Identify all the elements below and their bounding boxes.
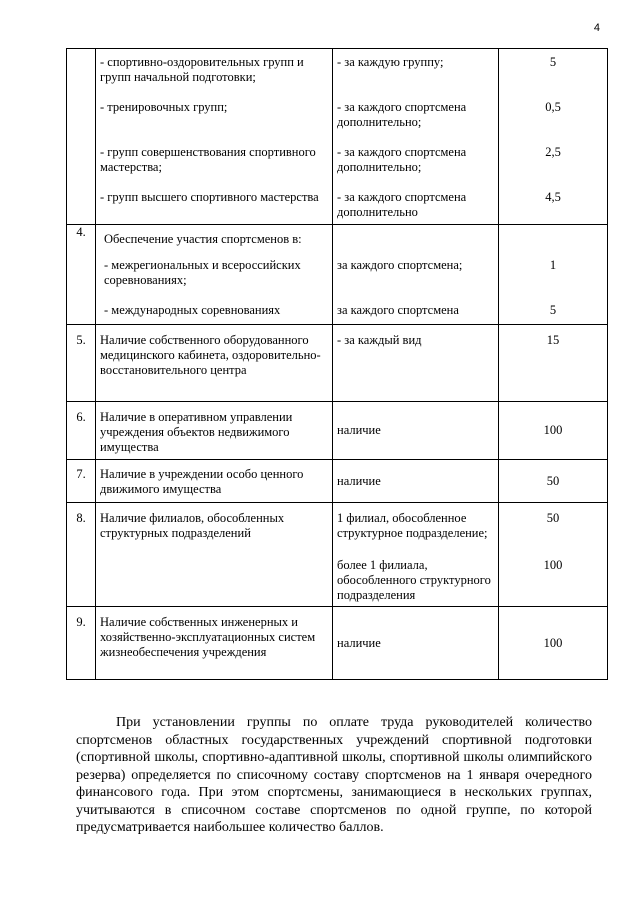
criterion-text: Наличие собственных инженерных и хозяйственно-эксплуатационных систем жизнеобеспечения учреждения [96, 607, 333, 680]
criterion-unit: за каждого спортсмена; [337, 258, 463, 272]
criterion-score: 1 [549, 258, 557, 272]
row-number: 8. [67, 503, 96, 607]
criterion-unit: - за каждую группу; [337, 55, 444, 69]
criterion-score: 50 [499, 460, 608, 503]
criterion-text: Наличие в оперативном управлении учреждения объектов недвижимого имущества [96, 402, 333, 460]
table-row-6 [67, 402, 608, 460]
criterion-score: 100 [543, 558, 563, 572]
criterion-text: - групп высшего спортивного мастерства [100, 190, 319, 204]
criterion-text: Наличие филиалов, обособленных структурных подразделений [96, 503, 333, 607]
criteria-table [66, 48, 608, 680]
table-row-4 [67, 225, 608, 325]
criterion-score: 2,5 [545, 145, 561, 159]
table-row-9 [67, 607, 608, 680]
table-row-8 [67, 503, 608, 607]
row-number: 7. [67, 460, 96, 503]
row-number [67, 49, 96, 225]
criterion-unit: - за каждого спортсмена дополнительно; [337, 100, 467, 129]
criterion-score: 15 [499, 325, 608, 402]
criterion-score: 4,5 [545, 190, 561, 204]
criterion-unit: наличие [333, 460, 499, 503]
criterion-unit: 1 филиал, обособленное структурное подразделение; [337, 511, 488, 540]
criterion-text: Наличие в учреждении особо ценного движимого имущества [96, 460, 333, 503]
row-number: 5. [67, 325, 96, 402]
criterion-unit: наличие [333, 402, 499, 460]
criterion-text: - спортивно-оздоровительных групп и групп начальной подготовки; [100, 55, 304, 84]
criterion-text: - групп совершенствования спортивного мастерства; [100, 145, 316, 174]
row-number: 9. [67, 607, 96, 680]
body-paragraph: При установлении группы по оплате труда руководителей количество спортсменов областных государственных учреждений спортивной подготовки (спортивной школы, спортивно-адаптивной школы, спортивной школы олимпийского резерва) определяется по списочному составу спортсменов на 1 января очередного финансового года. При этом спортсмены, занимающиеся в нескольких группах, учитываются в списочном составе спортсменов по одной группе, по которой предусматривается наибольшее количество баллов. [76, 715, 592, 835]
page-number: 4 [593, 22, 600, 34]
criterion-unit: - за каждый вид [333, 325, 499, 402]
criterion-text: - межрегиональных и всероссийских соревнованиях; [104, 258, 301, 287]
criterion-unit: наличие [333, 607, 499, 680]
criterion-text: - тренировочных групп; [100, 100, 228, 114]
criterion-score: 5 [549, 303, 557, 317]
criterion-score: 5 [549, 55, 557, 69]
criterion-text: Наличие собственного оборудованного медицинского кабинета, оздоровительно-восстановительного центра [96, 325, 333, 402]
criterion-score: 100 [499, 607, 608, 680]
table-row-7 [67, 460, 608, 503]
criterion-unit: - за каждого спортсмена дополнительно; [337, 145, 467, 174]
criterion-unit: более 1 филиала, обособленного структурного подразделения [337, 558, 491, 602]
criterion-score: 50 [546, 511, 560, 525]
criterion-title: Обеспечение участия спортсменов в: [104, 232, 302, 246]
row-number: 4. [67, 225, 96, 325]
criterion-unit: за каждого спортсмена [337, 303, 459, 317]
criterion-unit: - за каждого спортсмена дополнительно [337, 190, 467, 219]
row-number: 6. [67, 402, 96, 460]
table-row-5 [67, 325, 608, 402]
criterion-score: 0,5 [545, 100, 561, 114]
criterion-score: 100 [499, 402, 608, 460]
criterion-text: - международных соревнованиях [104, 303, 281, 317]
table-row-groups [67, 49, 608, 225]
